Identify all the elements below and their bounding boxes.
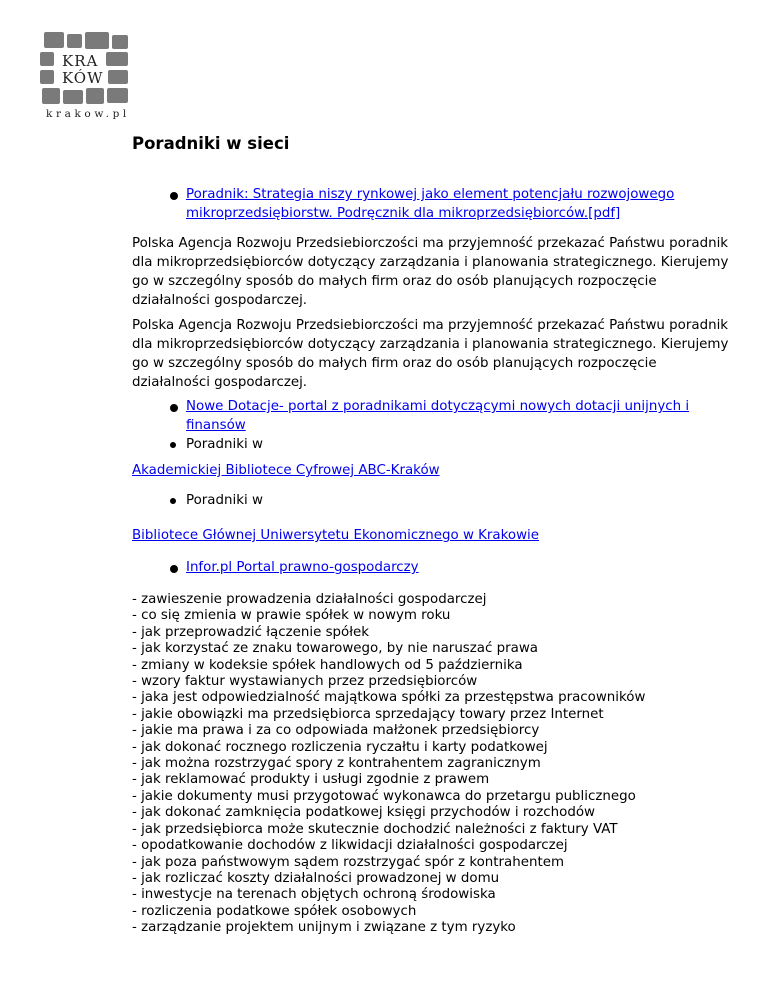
- second-list: [132, 397, 732, 454]
- page-title: Poradniki w sieci: [132, 134, 290, 153]
- topic-line: - jakie obowiązki ma przedsiębiorca sprzedający towary przez Internet: [132, 706, 604, 722]
- topic-line: - jaka jest odpowiedzialność majątkowa spółki za przestępstwa pracowników: [132, 690, 646, 706]
- logo-url: krakow.pl: [46, 108, 130, 120]
- first-link-list: [132, 185, 732, 223]
- topics-list: [132, 592, 732, 937]
- logo-word-line2: KÓW: [62, 69, 104, 87]
- topic-line: - zmiany w kodeksie spółek handlowych od 5 października: [132, 657, 523, 673]
- topic-line: - zarządzanie projektem unijnym i związane z tym ryzyko: [132, 920, 516, 936]
- logo-word-line1: KRA: [62, 52, 99, 70]
- topic-line: - jak korzystać ze znaku towarowego, by nie naruszać prawa: [132, 641, 539, 657]
- list-item: [132, 185, 732, 223]
- uek-paragraph: [132, 526, 732, 545]
- topic-line: - rozliczenia podatkowe spółek osobowych: [132, 903, 417, 919]
- topic-line: - jak poza państwowym sądem rozstrzygać spór z kontrahentem: [132, 854, 564, 870]
- topic-line: - co się zmienia w prawie spółek w nowym roku: [132, 608, 451, 624]
- topic-line: - opodatkowanie dochodów z likwidacji działalności gospodarczej: [132, 838, 568, 854]
- abc-krakow-link[interactable]: Akademickiej Bibliotece Cyfrowej ABC-Kraków: [132, 463, 440, 478]
- topic-line: - jak rozliczać koszty działalności prowadzonej w domu: [132, 870, 500, 886]
- strategia-niszy-link[interactable]: Poradnik: Strategia niszy rynkowej jako element potencjału rozwojowego mikroprzedsiębiorstw. Podręcznik dla mikroprzedsiębiorców.[pdf]: [186, 187, 675, 221]
- third-list: [132, 491, 732, 510]
- abc-krakow-paragraph: [132, 461, 732, 480]
- list-item: Poradniki w: [132, 435, 732, 454]
- topic-line: - jakie dokumenty musi przygotować wykonawca do przetargu publicznego: [132, 788, 636, 804]
- list-item: Poradniki w: [132, 491, 732, 510]
- topic-line: - jak reklamować produkty i usługi zgodnie z prawem: [132, 772, 490, 788]
- list-item: [132, 558, 732, 577]
- uek-library-link[interactable]: Bibliotece Głównej Uniwersytetu Ekonomicznego w Krakowie: [132, 528, 540, 543]
- topic-line: - jak można rozstrzygać spory z kontrahentem zagranicznym: [132, 756, 541, 772]
- krakow-logo: [40, 30, 136, 122]
- infor-link[interactable]: Infor.pl Portal prawno-gospodarczy: [186, 560, 419, 575]
- topic-line: - zawieszenie prowadzenia działalności gospodarczej: [132, 592, 487, 607]
- topic-line: - jak dokonać rocznego rozliczenia ryczałtu i karty podatkowej: [132, 739, 548, 755]
- nowe-dotacje-link[interactable]: Nowe Dotacje- portal z poradnikami dotyczącymi nowych dotacji unijnych i finansów: [186, 399, 690, 433]
- topic-line: - jak dokonać zamknięcia podatkowej księgi przychodów i rozchodów: [132, 805, 595, 821]
- intro-paragraph-1: Polska Agencja Rozwoju Przedsiebiorczości ma przyjemność przekazać Państwu poradnik dla mikroprzedsiębiorców dotyczący zarządzania i planowania strategicznego. Kierujemy go w szczególny sposób do małych firm oraz do osób planujących rozpoczęcie działalności gospodarczej.: [132, 236, 729, 308]
- topic-line: - wzory faktur wystawianych przez przedsiębiorców: [132, 674, 478, 690]
- topic-line: - jak przedsiębiorca może skutecznie dochodzić należności z faktury VAT: [132, 821, 618, 837]
- topic-line: - jak przeprowadzić łączenie spółek: [132, 624, 370, 640]
- topic-line: - inwestycje na terenach objętych ochroną środowiska: [132, 887, 496, 903]
- list-item: [132, 397, 732, 435]
- topic-line: - jakie ma prawa i za co odpowiada małżonek przedsiębiorcy: [132, 723, 540, 739]
- fourth-list: [132, 558, 732, 577]
- intro-paragraph-2: Polska Agencja Rozwoju Przedsiebiorczości ma przyjemność przekazać Państwu poradnik dla mikroprzedsiębiorców dotyczący zarządzania i planowania strategicznego. Kierujemy go w szczególny sposób do małych firm oraz do osób planujących rozpoczęcie działalności gospodarczej.: [132, 318, 729, 390]
